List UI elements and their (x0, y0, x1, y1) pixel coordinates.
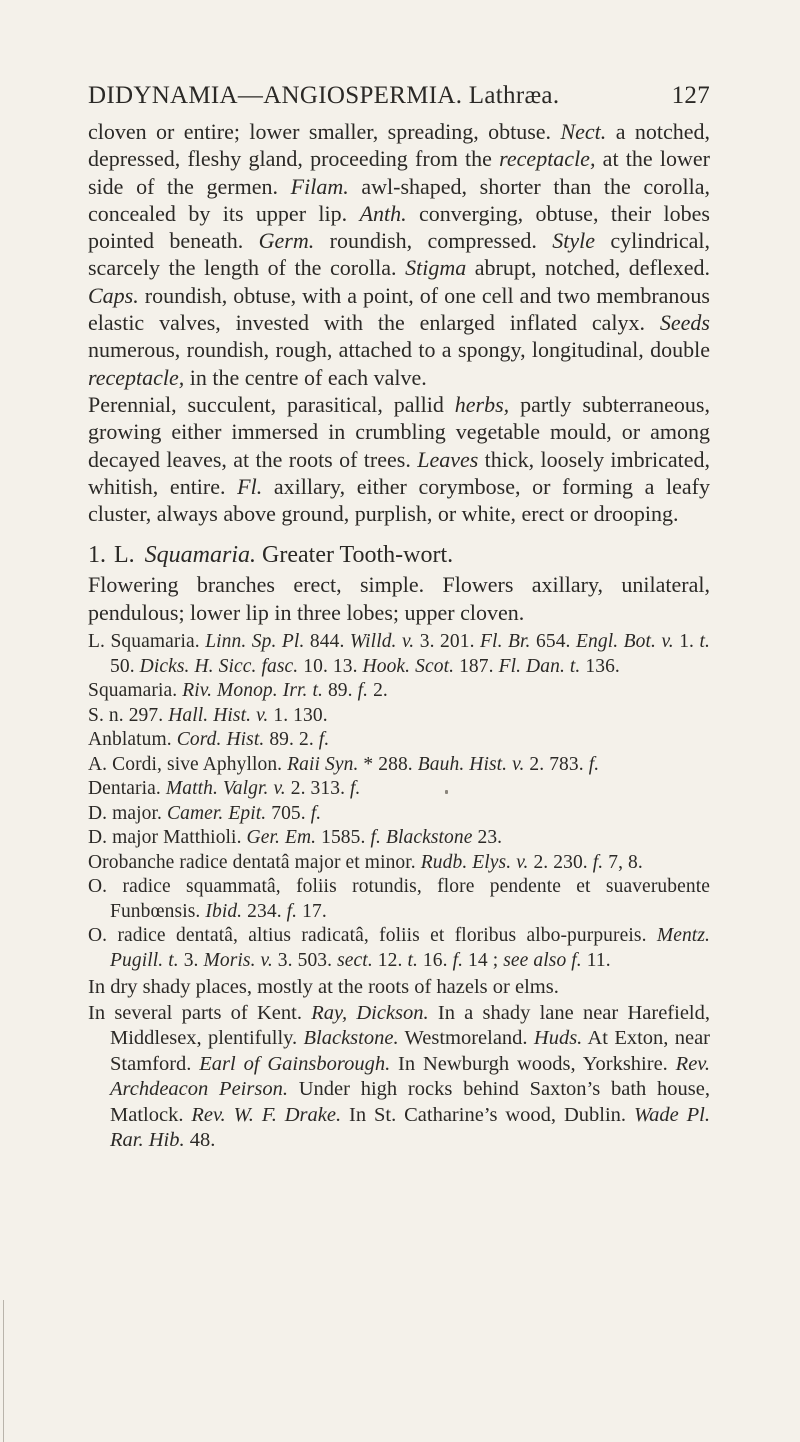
species-number: 1. (88, 542, 106, 569)
text-run: 14 ; (463, 949, 504, 971)
text-run: cloven or entire; lower smaller, spreading, obtuse. (88, 119, 561, 144)
italic-text-run: Cord. Hist. (176, 729, 265, 751)
text-run: In a shady lane near Harefield, Middlesex, plentifully. (110, 1001, 710, 1050)
text-run: At Exton, near Stamford. (110, 1027, 710, 1075)
text-run: 234. (242, 900, 287, 922)
text-run: In Newburgh woods, Yorkshire. (390, 1052, 676, 1075)
text-run: L. Squamaria. (88, 631, 206, 653)
italic-text-run: Linn. Sp. Pl. (205, 631, 305, 653)
italic-text-run: Stigma (405, 255, 467, 281)
italic-text-run: Bauh. Hist. v. (417, 753, 525, 775)
text-run: 3. 503. (272, 949, 338, 971)
italic-text-run: sect. (337, 949, 373, 971)
italic-text-run: Blackstone. (303, 1027, 399, 1050)
italic-text-run: Seeds (659, 310, 710, 336)
italic-text-run: Camer. Epit. (167, 802, 267, 824)
italic-text-run: Anth. (359, 200, 407, 226)
italic-text-run: Germ. (258, 228, 315, 254)
text-run: 2. 313. (285, 778, 351, 800)
italic-text-run: Raii Syn. (287, 753, 359, 775)
text-run: 654. (530, 631, 576, 653)
text-run: cylindrical, scarcely the length of the corolla. (88, 228, 710, 281)
italic-text-run: Fl. Dan. t. (498, 655, 581, 677)
paper-speckle (445, 790, 448, 794)
italic-text-run: f. (370, 827, 381, 849)
gutter-shadow (3, 1300, 4, 1442)
text-run: numerous, roundish, rough, attached to a spongy, longitudinal, double (88, 337, 710, 363)
text-run: 12. (372, 949, 408, 971)
text-run: * 288. (358, 753, 418, 775)
text-run: roundish, compressed. (314, 228, 553, 254)
text-run: in the centre of each valve. (184, 364, 427, 390)
text-run: 2. (368, 680, 388, 702)
specific-character: Flowering branches erect, simple. Flowers axillary, unilateral, pendulous; lower lip in three lobes; upper cloven. (88, 572, 710, 625)
text-run: axillary, either corymbose, or forming a leafy cluster, always above ground, purplish, or white, erect or drooping. (88, 473, 710, 527)
genus-description (88, 118, 710, 391)
species-epithet: Squamaria. (144, 542, 257, 569)
italic-text-run: Rev. Archdeacon Peirson. (110, 1052, 710, 1101)
italic-text-run: Huds. (533, 1027, 583, 1050)
text-run: 1. (673, 631, 700, 653)
italic-text-run: f. (310, 802, 322, 824)
text-run: Under high rocks behind Saxton’s bath house, Matlock. (110, 1078, 710, 1126)
italic-text-run: t. (407, 949, 418, 971)
text-run: partly subterraneous, growing either immersed in crumbling vegetable mould, or among decayed leaves, at the roots of trees. (88, 391, 710, 472)
synonym-entry (88, 802, 710, 827)
text-run: a notched, depressed, fleshy gland, proceeding from the (88, 119, 711, 172)
italic-text-run: Blackstone (385, 827, 473, 849)
italic-text-run: f. (592, 851, 604, 873)
page-body (88, 118, 710, 1154)
text-run: 136. (580, 655, 620, 677)
italic-text-run: Matth. Valgr. v. (165, 778, 286, 800)
italic-text-run: f. (286, 900, 298, 922)
locality-entry (88, 975, 710, 1001)
italic-text-run: Wade Pl. Rar. Hib. (110, 1103, 710, 1152)
text-run: 3. (178, 949, 204, 971)
text-run: O. radice dentatâ, altius radicatâ, foliis et floribus albo-purpureis. (88, 925, 657, 947)
page-number: 127 (671, 82, 710, 109)
synonym-entry (88, 704, 710, 729)
synonym-entry (88, 630, 710, 679)
running-title: DIDYNAMIA—ANGIOSPERMIA. Lathræa. (88, 82, 560, 109)
italic-text-run: Leaves (417, 446, 479, 472)
italic-text-run: Fl. (237, 473, 263, 499)
text-run: converging, obtuse, their lobes pointed beneath. (88, 200, 710, 254)
italic-text-run: Willd. v. (349, 631, 415, 653)
text-run: 2. 230. (528, 851, 593, 873)
synonym-entry (88, 875, 710, 924)
italic-text-run: see also f. (503, 949, 582, 971)
synonym-entry (88, 753, 710, 778)
text-run: 1585. (316, 827, 371, 849)
text-run: D. major. (88, 802, 167, 824)
italic-text-run: f. (452, 949, 464, 971)
text-run: In dry shady places, mostly at the roots of hazels or elms. (88, 976, 559, 999)
text-run: abrupt, notched, deflexed. (466, 255, 710, 281)
localities-list (88, 975, 710, 1154)
italic-text-run: receptacle, (499, 146, 596, 172)
text-run: at the lower side of the germen. (88, 146, 710, 199)
text-run: Westmoreland. (398, 1027, 534, 1050)
text-run: 3. 201. (414, 631, 481, 653)
locality-entry (88, 1001, 710, 1154)
text-run: O. radice squammatâ, foliis rotundis, flore pendente et suaverubente Funbœnsis. (88, 876, 710, 922)
italic-text-run: Ibid. (205, 900, 243, 922)
text-run: 11. (581, 949, 611, 971)
text-run: S. n. 297. (88, 704, 169, 726)
italic-text-run: f. (318, 729, 330, 751)
text-run: 17. (297, 900, 327, 922)
synonym-entry (88, 679, 710, 704)
text-run: 844. (304, 631, 350, 653)
text-run: 50. (110, 655, 140, 677)
italic-text-run: Rev. W. F. Drake. (191, 1103, 342, 1126)
text-run: Dentaria. (88, 778, 166, 800)
text-run: In St. Catharine’s wood, Dublin. (341, 1103, 634, 1126)
italic-text-run: f. (588, 753, 600, 775)
text-run: 89. 2. (264, 729, 319, 751)
text-run: 89. (322, 680, 358, 702)
text-run: 16. (417, 949, 453, 971)
text-run: roundish, obtuse, with a point, of one cell and two membranous elastic valves, invested with the enlarged inflated calyx. (88, 282, 710, 336)
italic-text-run: Riv. Monop. Irr. t. (182, 680, 323, 702)
text-run: 2. 783. (524, 753, 589, 775)
synonym-entry (88, 826, 710, 851)
species-heading (88, 539, 710, 571)
italic-text-run: Dicks. H. Sicc. fasc. (139, 655, 299, 677)
italic-text-run: Hall. Hist. v. (168, 704, 269, 726)
genus-habit (88, 391, 710, 527)
text-run: Squamaria. (88, 680, 183, 702)
text-run: 10. 13. (298, 655, 363, 677)
text-run: 48. (184, 1129, 216, 1152)
synonym-entry (88, 924, 710, 973)
italic-text-run: Ger. Em. (246, 827, 317, 849)
text-run: awl-shaped, shorter than the corolla, concealed by its upper lip. (88, 173, 711, 226)
italic-text-run: f. (357, 680, 369, 702)
text-run: 23. (472, 827, 503, 849)
italic-text-run: Hook. Scot. (362, 655, 455, 677)
text-run: A. Cordi, sive Aphyllon. (88, 753, 288, 775)
synonym-entry (88, 777, 710, 802)
italic-text-run: receptacle, (88, 364, 185, 390)
synonym-entry (88, 851, 710, 876)
text-run: D. major Matthioli. (88, 827, 247, 849)
italic-text-run: Engl. Bot. v. (575, 631, 674, 653)
italic-text-run: Style (552, 228, 596, 254)
italic-text-run: Rudb. Elys. v. (420, 851, 529, 873)
italic-text-run: Mentz. Pugill. t. (110, 925, 710, 971)
text-run: 705. (266, 802, 311, 824)
text-run: In several parts of Kent. (88, 1001, 312, 1024)
italic-text-run: Fl. Br. (480, 631, 531, 653)
italic-text-run: Moris. v. (203, 949, 273, 971)
text-run: 7, 8. (603, 851, 643, 873)
italic-text-run: f. (350, 778, 361, 800)
italic-text-run: t. (699, 631, 710, 653)
italic-text-run: Filam. (290, 173, 349, 199)
text-run: 1. 130. (268, 704, 328, 726)
text-run: 187. (454, 655, 499, 677)
text-run: Anblatum. (88, 729, 177, 751)
species-common-name: Greater Tooth-wort. (262, 542, 454, 569)
italic-text-run: herbs, (454, 391, 510, 417)
text-run: Orobanche radice dentatâ major et minor. (88, 851, 421, 873)
species-genus: L. (114, 542, 135, 569)
synonymy-list (88, 630, 710, 973)
text-run: Perennial, succulent, parasitical, pallid (88, 391, 455, 417)
italic-text-run: Ray, Dickson. (311, 1001, 429, 1024)
synonym-entry (88, 728, 710, 753)
italic-text-run: Nect. (560, 119, 607, 144)
italic-text-run: Earl of Gainsborough. (199, 1052, 391, 1075)
text-run: thick, loosely imbricated, whitish, entire. (88, 446, 711, 499)
italic-text-run: Caps. (88, 282, 139, 308)
